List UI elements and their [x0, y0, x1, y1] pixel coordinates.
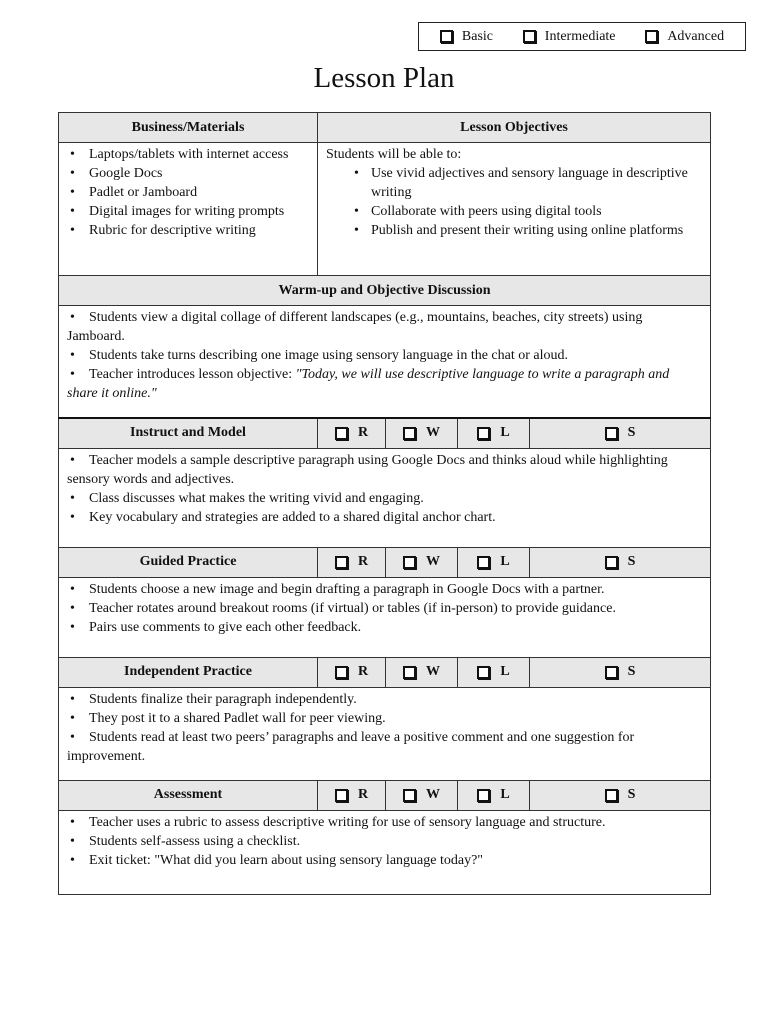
section-header-guided: Guided Practice	[59, 547, 318, 577]
objectives-header: Lesson Objectives	[318, 113, 711, 143]
skill-reading[interactable]	[318, 657, 386, 687]
checkbox-icon[interactable]	[645, 30, 658, 43]
skill-label: W	[426, 787, 440, 802]
item-text: Exit ticket: "What did you learn about using sensory language today?"	[89, 852, 483, 868]
level-label: Basic	[461, 28, 493, 44]
lesson-plan-table	[58, 112, 711, 895]
item-text: Key vocabulary and strategies are added to a shared digital anchor chart.	[89, 509, 496, 525]
skill-speaking[interactable]	[530, 657, 711, 687]
list-item	[67, 308, 702, 346]
checkbox-icon[interactable]	[403, 666, 416, 679]
list-item	[67, 709, 702, 728]
list-item	[67, 813, 702, 832]
skill-label: L	[500, 425, 510, 440]
skill-speaking[interactable]	[530, 780, 711, 810]
item-text: Teacher rotates around breakout rooms (if virtual) or tables (if in-person) to provide guidance.	[89, 600, 616, 616]
list-item: • Publish and present their writing using online platforms	[351, 221, 702, 240]
skill-speaking[interactable]	[530, 547, 711, 577]
independent-cell	[59, 687, 711, 780]
guided-cell	[59, 577, 711, 657]
guided-list	[67, 580, 702, 637]
skill-label: S	[627, 425, 636, 440]
skill-reading[interactable]	[318, 780, 386, 810]
item-text: Students view a digital collage of different landscapes (e.g., mountains, beaches, city streets) using Jamboard.	[67, 310, 643, 344]
skill-label: W	[426, 554, 440, 569]
level-option-advanced[interactable]	[645, 29, 724, 45]
skill-label: R	[357, 425, 369, 440]
item-text: Teacher models a sample descriptive paragraph using Google Docs and thinks aloud while highlighting sensory words and adjectives.	[67, 452, 668, 487]
level-label: Advanced	[667, 28, 725, 44]
section-header-independent: Independent Practice	[59, 657, 318, 687]
list-item	[67, 851, 702, 870]
assessment-list	[67, 813, 702, 870]
level-option-intermediate[interactable]	[523, 29, 616, 45]
instruct-cell	[59, 448, 711, 547]
skill-label: R	[357, 664, 369, 679]
checkbox-icon[interactable]	[440, 30, 453, 43]
skill-label: L	[500, 664, 510, 679]
item-text: They post it to a shared Padlet wall for peer viewing.	[89, 710, 386, 726]
warmup-header: Warm-up and Objective Discussion	[59, 276, 711, 306]
skill-reading[interactable]	[318, 418, 386, 449]
level-label: Intermediate	[544, 28, 616, 44]
checkbox-icon[interactable]	[477, 666, 490, 679]
checkbox-icon[interactable]	[605, 666, 618, 679]
item-text: Class discusses what makes the writing vivid and engaging.	[89, 490, 424, 506]
item-text: Students choose a new image and begin drafting a paragraph in Google Docs with a partner.	[89, 581, 605, 597]
materials-list	[67, 145, 309, 240]
skill-label: R	[357, 787, 369, 802]
list-item	[67, 365, 702, 403]
checkbox-icon[interactable]	[605, 789, 618, 802]
list-item	[67, 832, 702, 851]
list-item	[67, 580, 702, 599]
skill-label: L	[500, 787, 510, 802]
skill-label: S	[627, 787, 636, 802]
objectives-cell	[318, 143, 711, 276]
item-text: Students self-assess using a checklist.	[89, 833, 301, 849]
list-item	[67, 690, 702, 709]
assessment-cell	[59, 810, 711, 894]
skill-label: W	[426, 664, 440, 679]
list-item: • Use vivid adjectives and sensory language in descriptive writing	[351, 164, 702, 202]
item-text: Students finalize their paragraph independently.	[89, 691, 357, 707]
skill-speaking[interactable]	[530, 418, 711, 449]
checkbox-icon[interactable]	[403, 427, 416, 440]
item-text: Pairs use comments to give each other feedback.	[89, 619, 362, 635]
level-option-basic[interactable]	[440, 29, 493, 45]
skill-label: S	[627, 554, 636, 569]
list-item: • Laptops/tablets with internet access	[67, 145, 309, 164]
objectives-intro: Students will be able to:	[326, 147, 462, 162]
skill-writing[interactable]	[386, 657, 458, 687]
checkbox-icon[interactable]	[477, 427, 490, 440]
materials-header: Business/Materials	[59, 113, 318, 143]
materials-cell	[59, 143, 318, 276]
section-header-instruct: Instruct and Model	[59, 418, 318, 449]
checkbox-icon[interactable]	[335, 789, 348, 802]
section-header-assessment: Assessment	[59, 780, 318, 810]
checkbox-icon[interactable]	[477, 789, 490, 802]
list-item	[67, 599, 702, 618]
item-text: Students take turns describing one image using sensory language in the chat or aloud.	[89, 348, 569, 363]
list-item	[67, 451, 702, 489]
checkbox-icon[interactable]	[523, 30, 536, 43]
item-text: Students read at least two peers’ paragraphs and leave a positive comment and one suggestion for improvement.	[67, 729, 635, 764]
skill-label: S	[627, 664, 636, 679]
list-item	[67, 508, 702, 527]
list-item	[67, 346, 702, 365]
list-item	[67, 489, 702, 508]
warmup-list	[67, 308, 702, 403]
list-item	[67, 618, 702, 637]
instruct-list	[67, 451, 702, 527]
checkbox-icon[interactable]	[605, 556, 618, 569]
independent-list	[67, 690, 702, 766]
list-item: • Google Docs	[67, 164, 309, 183]
list-item: • Rubric for descriptive writing	[67, 221, 309, 240]
objectives-list	[326, 164, 702, 240]
skill-writing[interactable]	[386, 547, 458, 577]
checkbox-icon[interactable]	[605, 427, 618, 440]
checkbox-icon[interactable]	[477, 556, 490, 569]
skill-listening[interactable]	[458, 780, 530, 810]
objective-quote: "Today, we will use descriptive language to write a paragraph and share it online."	[67, 367, 670, 401]
skill-label: L	[500, 554, 510, 569]
checkbox-icon[interactable]	[335, 427, 348, 440]
skill-writing[interactable]	[386, 418, 458, 449]
checkbox-icon[interactable]	[335, 666, 348, 679]
item-text: Teacher uses a rubric to assess descriptive writing for use of sensory language and structure.	[89, 814, 606, 830]
checkbox-icon[interactable]	[403, 789, 416, 802]
skill-label: W	[426, 425, 440, 440]
list-item: • Digital images for writing prompts	[67, 202, 309, 221]
page-title: Lesson Plan	[313, 62, 455, 94]
skill-label: R	[357, 554, 369, 569]
skill-reading[interactable]	[318, 547, 386, 577]
level-selector	[418, 22, 746, 51]
item-text: Teacher introduces lesson objective:	[89, 367, 296, 382]
skill-listening[interactable]	[458, 657, 530, 687]
skill-listening[interactable]	[458, 418, 530, 449]
list-item: • Collaborate with peers using digital tools	[351, 202, 702, 221]
skill-writing[interactable]	[386, 780, 458, 810]
checkbox-icon[interactable]	[335, 556, 348, 569]
list-item	[67, 728, 702, 766]
list-item: • Padlet or Jamboard	[67, 183, 309, 202]
checkbox-icon[interactable]	[403, 556, 416, 569]
skill-listening[interactable]	[458, 547, 530, 577]
warmup-cell	[59, 306, 711, 418]
